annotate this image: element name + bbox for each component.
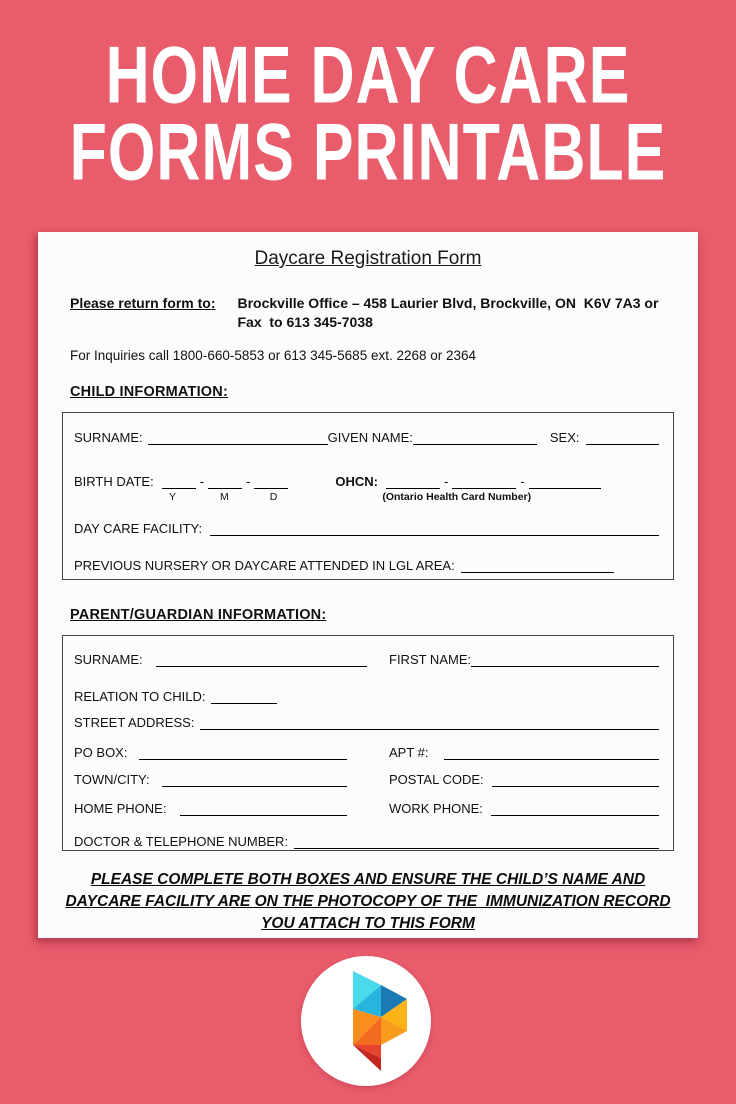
birth-day-blank	[254, 474, 288, 489]
postal-code-label: POSTAL CODE:	[389, 772, 484, 787]
dash: -	[246, 474, 251, 489]
birth-date-label: BIRTH DATE:	[74, 474, 154, 489]
form-title: Daycare Registration Form	[254, 248, 482, 269]
inquiries-line: For Inquiries call 1800-660-5853 or 613 345-5685 ext. 2268 or 2364	[70, 348, 477, 363]
child-information-heading: CHILD INFORMATION:	[70, 384, 228, 400]
street-blank	[200, 715, 659, 730]
child-sex-label: SEX:	[549, 430, 580, 445]
pin-title	[0, 29, 736, 197]
relation-blank	[211, 689, 277, 704]
notice-line-2: DAYCARE FACILITY ARE ON THE PHOTOCOPY OF THE IMMUNIZATION RECORD	[65, 893, 671, 910]
child-surname-blank	[148, 430, 328, 445]
home-phone-blank	[180, 801, 347, 816]
pobox-cell	[74, 745, 389, 760]
parent-guardian-heading: PARENT/GUARDIAN INFORMATION:	[70, 607, 327, 623]
child-information-box	[62, 412, 674, 580]
notice-line-3: YOU ATTACH TO THIS FORM	[261, 915, 475, 932]
town-postal-row	[74, 772, 659, 787]
street-row	[74, 715, 659, 730]
child-given-name-blank	[413, 430, 537, 445]
work-phone-label: WORK PHONE:	[389, 801, 483, 816]
return-address-line-1: Brockville Office – 458 Laurier Blvd, Brockville, ON K6V 7A3 or	[237, 295, 659, 311]
facility-label: DAY CARE FACILITY:	[74, 521, 203, 536]
pobox-apt-row	[74, 745, 659, 760]
parent-name-row	[74, 652, 659, 667]
first-name-label: FIRST NAME:	[389, 652, 472, 667]
date-part-m: M	[220, 491, 229, 503]
return-to-label: Please return form to:	[70, 295, 216, 311]
town-cell	[74, 772, 389, 787]
doctor-label: DOCTOR & TELEPHONE NUMBER:	[74, 834, 289, 849]
immunization-notice	[38, 869, 698, 935]
printablee-logo-mark	[341, 968, 409, 1074]
town-city-blank	[162, 772, 347, 787]
daycare-registration-form-page	[38, 232, 698, 938]
dash: -	[199, 474, 205, 489]
parent-guardian-box	[62, 635, 674, 851]
ohcn-blank-3	[529, 474, 601, 489]
date-part-d: D	[269, 491, 278, 503]
pin-title-line-1: HOME DAY CARE	[105, 29, 631, 120]
birth-month-blank	[208, 474, 242, 489]
postal-code-blank	[492, 772, 659, 787]
return-to-address	[237, 294, 658, 332]
work-phone-blank	[491, 801, 659, 816]
child-name-row	[74, 430, 659, 445]
relation-label: RELATION TO CHILD:	[74, 689, 206, 704]
child-sex-blank	[586, 430, 660, 445]
relation-row	[74, 689, 659, 704]
street-label: STREET ADDRESS:	[74, 715, 195, 730]
apt-label: APT #:	[389, 745, 429, 760]
date-parts-row	[74, 491, 659, 503]
facility-row	[74, 521, 659, 536]
child-surname-label: SURNAME:	[74, 430, 143, 445]
notice-line-1: PLEASE COMPLETE BOTH BOXES AND ENSURE THE CHILD’S NAME AND	[90, 871, 646, 888]
date-part-y: Y	[169, 491, 177, 503]
doctor-row	[74, 834, 659, 849]
po-box-blank	[139, 745, 347, 760]
parent-surname-blank	[156, 652, 367, 667]
ohcn-blank-2	[452, 474, 516, 489]
doctor-blank	[294, 834, 659, 849]
parent-surname-cell	[74, 652, 389, 667]
pin-title-line-2: FORMS PRINTABLE	[69, 106, 667, 197]
dash: -	[444, 474, 449, 489]
facility-blank	[210, 521, 659, 536]
return-address-line-2: Fax to 613 345-7038	[237, 314, 373, 330]
parent-surname-label: SURNAME:	[74, 652, 143, 667]
phones-row	[74, 801, 659, 816]
child-given-name-label: GIVEN NAME:	[327, 430, 413, 445]
return-to-row	[70, 294, 680, 332]
town-city-label: TOWN/CITY:	[74, 772, 150, 787]
ohcn-label: OHCN:	[335, 474, 378, 489]
previous-daycare-row	[74, 558, 659, 573]
ohcn-note: (Ontario Health Card Number)	[382, 491, 532, 503]
apt-blank	[444, 745, 659, 760]
ohcn-blank-1	[386, 474, 440, 489]
printablee-logo	[301, 956, 431, 1086]
previous-daycare-label: PREVIOUS NURSERY OR DAYCARE ATTENDED IN LGL AREA:	[74, 558, 455, 573]
po-box-label: PO BOX:	[74, 745, 128, 760]
dash: -	[520, 474, 525, 489]
child-birthdate-ohcn-row	[74, 474, 659, 489]
home-phone-cell	[74, 801, 389, 816]
home-phone-label: HOME PHONE:	[74, 801, 167, 816]
birth-year-blank	[162, 474, 196, 489]
previous-daycare-blank	[461, 558, 614, 573]
first-name-blank	[471, 652, 659, 667]
